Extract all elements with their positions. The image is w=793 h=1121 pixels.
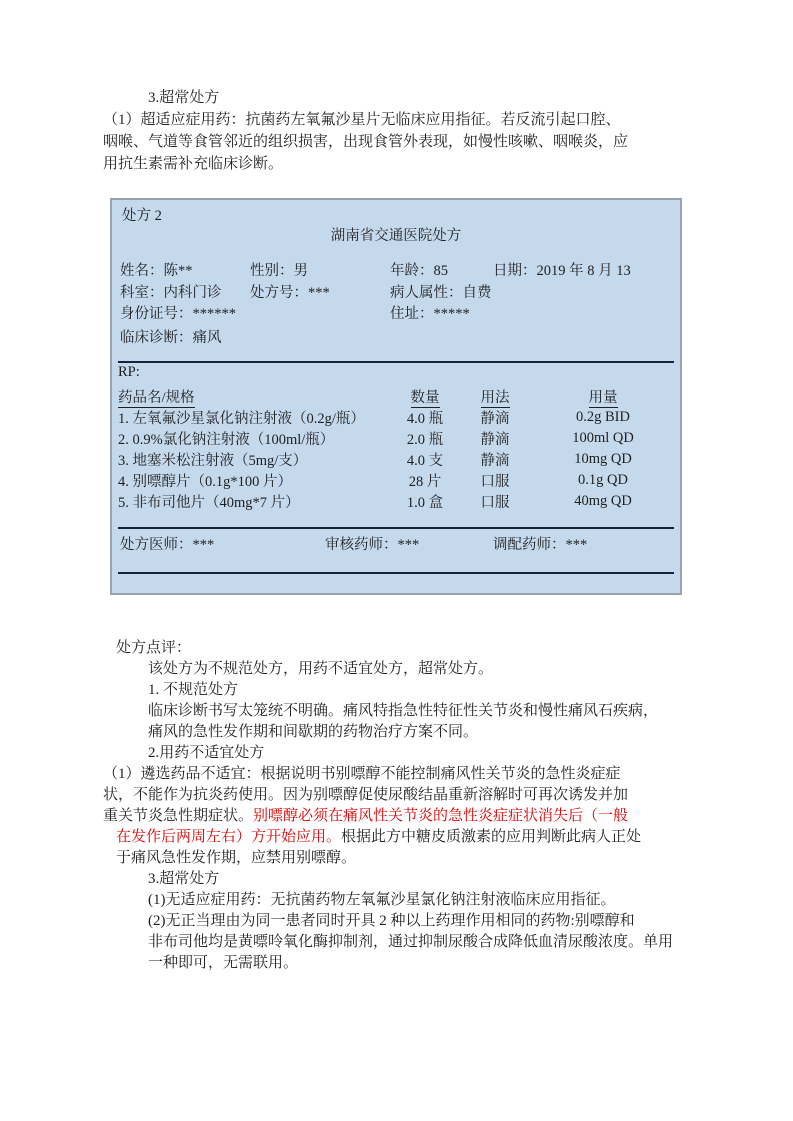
divider-line: [118, 361, 674, 363]
text-segment: 3.超常处方: [148, 871, 220, 887]
text-segment: 3.超常处方: [148, 90, 220, 106]
col-header-quantity: 数量: [410, 390, 440, 406]
text-segment: 临床诊断书写太笼统不明确。痛风特指急性特征性关节炎和慢性痛风石疾病，: [148, 703, 659, 719]
drug-name-cell: 4. 别嘌醇片（0.1g*100 片）: [118, 474, 292, 490]
patient-row-2: [112, 283, 680, 304]
table-row: [118, 491, 676, 512]
drug-route-cell: 静滴: [480, 453, 510, 469]
text-segment: 重关节炎急性期症状。: [103, 808, 254, 824]
highlighted-text: 在发作后两周左右）方开始应用。: [116, 829, 342, 845]
table-row: [118, 470, 676, 491]
text-line: [100, 911, 740, 932]
text-line: [100, 87, 740, 109]
patient-address: 住址：*****: [390, 306, 470, 322]
signature-row: [112, 535, 680, 556]
text-segment: 一种即可，无需联用。: [148, 955, 299, 971]
drug-quantity-cell: 1.0 盒: [406, 495, 444, 511]
text-line: [100, 131, 740, 153]
intro-paragraph: [100, 87, 740, 175]
drug-route-cell: 静滴: [480, 411, 510, 427]
text-line: [100, 764, 740, 785]
text-line: [100, 153, 740, 175]
text-line: [100, 869, 740, 890]
text-segment: 非布司他均是黄嘌呤氧化酶抑制剂，通过抑制尿酸合成降低血清尿酸浓度。单用: [148, 934, 674, 950]
text-segment: 1. 不规范处方: [148, 682, 239, 698]
text-line: [100, 722, 740, 743]
prescription-label: 处方 2: [122, 208, 162, 224]
text-segment: （1）超适应症用药：抗菌药左氧氟沙星片无临床应用指征。若反流引起口腔、: [103, 112, 621, 128]
text-segment: 于痛风急性发作期，应禁用别嘌醇。: [116, 850, 357, 866]
patient-type: 病人属性：自费: [390, 285, 492, 301]
text-segment: (1)无适应症用药：无抗菌药物左氧氟沙星氯化钠注射液临床应用指征。: [148, 892, 616, 908]
prescription-number: 处方号：***: [250, 285, 330, 301]
drug-dose-cell: 0.1g QD: [578, 472, 628, 488]
text-line: [100, 785, 740, 806]
table-row: [118, 428, 676, 449]
drug-dose-cell: 10mg QD: [574, 451, 632, 467]
drug-name-cell: 5. 非布司他片（40mg*7 片）: [118, 495, 300, 511]
patient-name: 姓名：陈**: [120, 263, 193, 279]
text-line: [100, 743, 740, 764]
prescription-date: 日期：2019 年 8 月 13: [493, 263, 631, 279]
drug-route-cell: 口服: [480, 495, 510, 511]
text-line: [100, 890, 740, 911]
text-segment: 2.用药不适宜处方: [148, 745, 265, 761]
text-line: [100, 680, 740, 701]
text-segment: 痛风的急性发作期和间歇期的药物治疗方案不同。: [148, 724, 479, 740]
text-line: [100, 638, 740, 659]
text-line: [100, 806, 740, 827]
divider-line: [118, 527, 674, 529]
text-line: [100, 659, 740, 680]
patient-row-1: [112, 261, 680, 282]
dispensing-pharmacist: 调配药师：***: [493, 537, 588, 553]
drug-quantity-cell: 4.0 支: [406, 453, 444, 469]
drug-quantity-cell: 4.0 瓶: [406, 411, 444, 427]
drug-name-cell: 1. 左氧氟沙星氯化钠注射液（0.2g/瓶）: [118, 411, 365, 427]
drug-dose-cell: 40mg QD: [574, 493, 632, 509]
drug-dose-cell: 0.2g BID: [576, 409, 630, 425]
text-segment: 状，不能作为抗炎药使用。因为别嘌醇促使尿酸结晶重新溶解时可再次诱发并加: [103, 787, 629, 803]
col-header-route: 用法: [480, 390, 510, 406]
prescription-box: [110, 198, 682, 595]
text-line: [100, 827, 740, 848]
text-segment: （1）遴选药品不适宜：根据说明书别嘌醇不能控制痛风性关节炎的急性炎症症: [103, 766, 621, 782]
text-line: [100, 932, 740, 953]
clinical-diagnosis: 临床诊断：痛风: [120, 330, 222, 346]
prescription-title: 湖南省交通医院处方: [330, 228, 462, 244]
patient-row-3: [112, 304, 680, 325]
text-segment: 咽喉、气道等食管邻近的组织损害，出现食管外表现，如慢性咳嗽、咽喉炎，应: [103, 134, 629, 150]
text-segment: (2)无正当理由为同一患者同时开具 2 种以上药理作用相同的药物:别嘌醇和: [148, 913, 635, 929]
drug-name-cell: 3. 地塞米松注射液（5mg/支）: [118, 453, 308, 469]
drug-table-header-row: [118, 386, 676, 407]
text-line: [100, 701, 740, 722]
divider-line: [118, 572, 674, 574]
text-line: [100, 953, 740, 974]
drug-table: [118, 386, 676, 512]
text-segment: 该处方为不规范处方，用药不适宜处方，超常处方。: [148, 661, 494, 677]
drug-name-cell: 2. 0.9%氯化钠注射液（100ml/瓶）: [118, 432, 335, 448]
prescribing-physician: 处方医师：***: [120, 537, 215, 553]
patient-row-4: [112, 328, 680, 349]
text-line: [100, 109, 740, 131]
reviewing-pharmacist: 审核药师：***: [325, 537, 420, 553]
text-segment: 根据此方中糖皮质激素的应用判断此病人正处: [341, 829, 642, 845]
drug-quantity-cell: 28 片: [408, 474, 442, 490]
table-row: [118, 449, 676, 470]
drug-route-cell: 口服: [480, 474, 510, 490]
text-line: [100, 848, 740, 869]
patient-age: 年龄：85: [390, 263, 448, 279]
patient-gender: 性别：男: [250, 263, 308, 279]
col-header-dose: 用量: [588, 390, 618, 406]
text-segment: 用抗生素需补充临床诊断。: [103, 156, 284, 172]
review-section: [100, 638, 740, 974]
highlighted-text: 别嘌醇必须在痛风性关节炎的急性炎症症状消失后（一般: [253, 808, 629, 824]
drug-route-cell: 静滴: [480, 432, 510, 448]
col-header-drug-name: 药品名/规格: [118, 390, 195, 406]
patient-id-number: 身份证号：******: [120, 306, 236, 322]
drug-dose-cell: 100ml QD: [572, 430, 634, 446]
patient-department: 科室：内科门诊: [120, 285, 222, 301]
rp-label: RP:: [118, 364, 140, 380]
text-segment: 处方点评：: [116, 640, 192, 656]
drug-quantity-cell: 2.0 瓶: [406, 432, 444, 448]
table-row: [118, 407, 676, 428]
